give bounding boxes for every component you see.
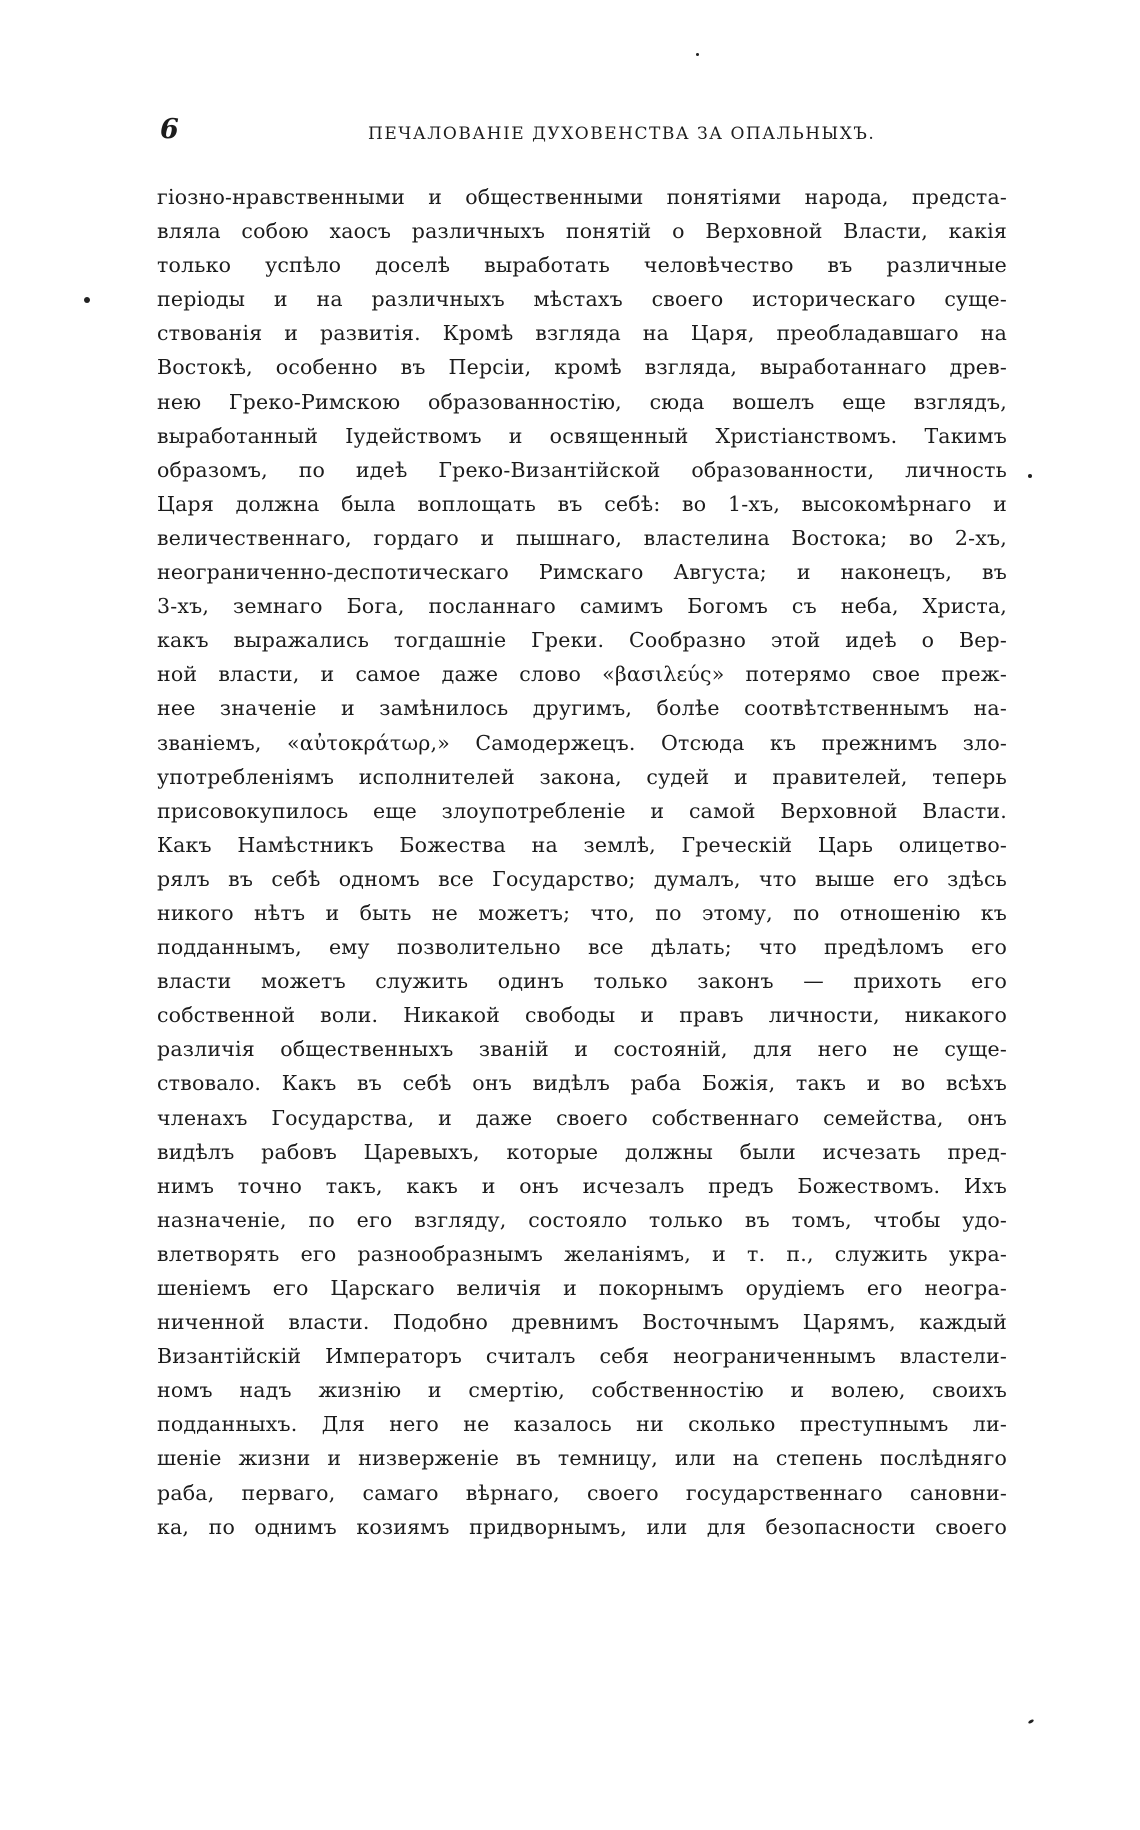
body-text [157,180,1007,1544]
text-line: образомъ, по идеѣ Греко-Византійской образованности, личность [157,457,1007,482]
text-line: видѣлъ рабовъ Царевыхъ, которые должны были исчезать пред- [157,1139,1007,1164]
text-line: званіемъ, «αὐτοκράτωρ,» Самодержецъ. Отсюда къ прежнимъ зло- [157,730,1007,755]
text-line: власти можетъ служить одинъ только законъ — прихоть его [157,969,1007,994]
text-line: Царя должна была воплощать въ себѣ: во 1-хъ, высокомѣрнаго и [157,491,1007,516]
print-speck [84,297,90,303]
text-line: Какъ Намѣстникъ Божества на землѣ, Греческій Царь олицетво- [157,832,1007,857]
text-line: членахъ Государства, и даже своего собственнаго семейства, онъ [157,1105,1007,1130]
text-line: гіозно-нравственными и общественными понятіями народа, предста- [157,185,1007,209]
text-line: періоды и на различныхъ мѣстахъ своего историческаго суще- [157,287,1007,312]
text-line: Востокѣ, особенно въ Персіи, кромѣ взгляда, выработаннаго древ- [157,355,1007,380]
text-line: шеніемъ его Царскаго величія и покорнымъ орудіемъ его неогра- [157,1276,1007,1300]
page-number: 6 [160,114,179,145]
text-line: нимъ точно такъ, какъ и онъ исчезалъ предъ Божествомъ. Ихъ [157,1173,1007,1198]
text-line: вляла собою хаосъ различныхъ понятій о Верховной Власти, какія [157,219,1007,244]
text-line: ка, по однимъ козиямъ придворнымъ, или для безопасности своего [157,1514,1007,1539]
text-line: шеніе жизни и низверженіе въ темницу, или на степень послѣдняго [157,1446,1007,1471]
text-line: присовокупилось еще злоупотребленіе и самой Верховной Власти. [157,798,1007,823]
text-line: 3-хъ, земнаго Бога, посланнаго самимъ Богомъ съ неба, Христа, [157,594,1007,619]
text-line: ниченной власти. Подобно древнимъ Восточнымъ Царямъ, каждый [157,1310,1007,1335]
text-line: нее значеніе и замѣнилось другимъ, болѣе соотвѣтственнымъ на- [157,696,1007,721]
text-line: номъ надъ жизнію и смертію, собственностію и волею, своихъ [157,1378,1007,1403]
text-line: ной власти, и самое даже слово «βασιλεύς» потерямо свое преж- [157,662,1007,687]
text-line: раба, перваго, самаго вѣрнаго, своего государственнаго сановни- [157,1480,1007,1505]
text-line: собственной воли. Никакой свободы и правъ личности, никакого [157,1003,1007,1028]
text-line: назначеніе, по его взгляду, состояло только въ томъ, чтобы удо- [157,1207,1007,1232]
running-title: ПЕЧАЛОВАНІЕ ДУХОВЕНСТВА ЗА ОПАЛЬНЫХЪ. [368,124,876,144]
text-line: различія общественныхъ званій и состояній, для него не суще- [157,1037,1007,1062]
text-line: выработанный Іудействомъ и освященный Христіанствомъ. Такимъ [157,423,1007,448]
text-line: неограниченно-деспотическаго Римскаго Августа; и наконецъ, въ [157,560,1007,585]
text-line: ствованія и развитія. Кромѣ взгляда на Царя, преобладавшаго на [157,321,1007,346]
print-speck [696,53,699,56]
text-line: только успѣло доселѣ выработать человѣчество въ различные [157,253,1007,278]
text-line: нею Греко-Римскою образованностію, сюда вошелъ еще взглядъ, [157,389,1007,414]
text-line: подданнымъ, ему позволительно все дѣлать; что предѣломъ его [157,935,1007,960]
print-speck [1028,1719,1035,1725]
text-line: подданныхъ. Для него не казалось ни сколько преступнымъ ли- [157,1412,1007,1437]
text-line: влетворять его разнообразнымъ желаніямъ, и т. п., служить укра- [157,1241,1007,1266]
print-speck [1028,474,1032,478]
text-line: величественнаго, гордаго и пышнаго, властелина Востока; во 2-хъ, [157,525,1007,550]
text-line: Византійскій Императоръ считалъ себя неограниченнымъ властели- [157,1344,1007,1369]
text-line: ствовало. Какъ въ себѣ онъ видѣлъ раба Божія, такъ и во всѣхъ [157,1071,1007,1096]
text-line: рялъ въ себѣ одномъ все Государство; думалъ, что выше его здѣсь [157,866,1007,891]
text-line: никого нѣтъ и быть не можетъ; что, по этому, по отношенію къ [157,900,1007,925]
text-line: какъ выражались тогдашніе Греки. Сообразно этой идеѣ о Вер- [157,628,1007,653]
text-line: употребленіямъ исполнителей закона, судей и правителей, теперь [157,764,1007,789]
